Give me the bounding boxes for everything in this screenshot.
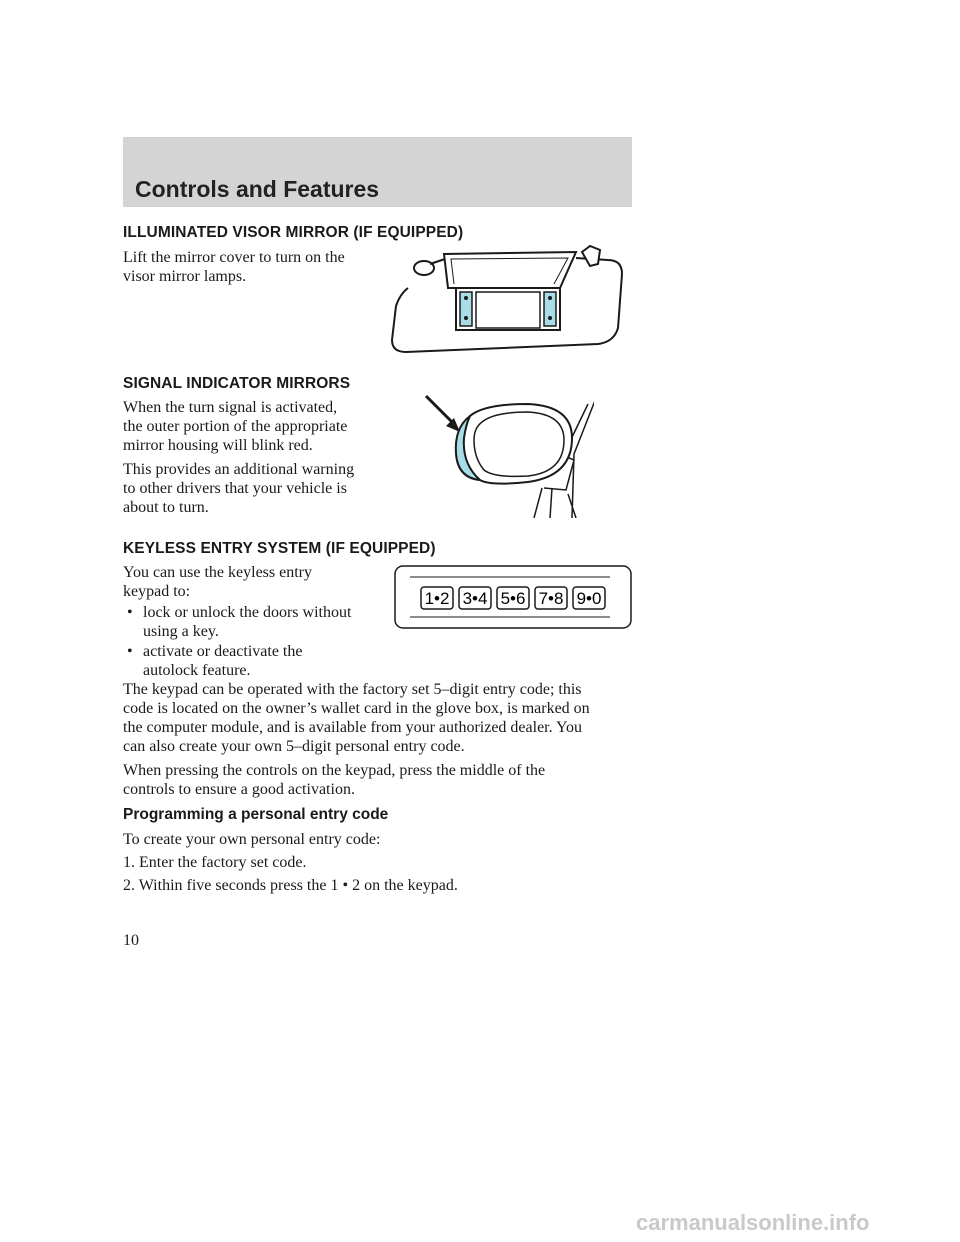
bullet-dot: • xyxy=(127,643,133,660)
footer-watermark: carmanualsonline.info xyxy=(636,1210,870,1235)
keyless-para1-line2: code is located on the owner’s wallet card in the glove box, is marked on xyxy=(123,700,590,717)
signal-mirrors-p1-line1: When the turn signal is activated, xyxy=(123,399,338,416)
signal-mirrors-p1-line3: mirror housing will blink red. xyxy=(123,437,313,454)
keypad-illustration xyxy=(394,565,632,631)
signal-mirrors-p2-line2: to other drivers that your vehicle is xyxy=(123,480,347,497)
page-number: 10 xyxy=(123,932,139,949)
keyless-intro-line1: You can use the keyless entry xyxy=(123,564,313,581)
svg-text:1•2: 1•2 xyxy=(424,589,450,608)
programming-step-1: 1. Enter the factory set code. xyxy=(123,854,307,871)
keyless-para1-line3: the computer module, and is available from your authorized dealer. You xyxy=(123,719,582,736)
signal-mirrors-p2-line1: This provides an additional warning xyxy=(123,461,355,478)
svg-text:7•8: 7•8 xyxy=(538,589,564,608)
svg-text:5•6: 5•6 xyxy=(500,589,526,608)
svg-text:3•4: 3•4 xyxy=(462,589,488,608)
section-title: Controls and Features xyxy=(135,176,380,202)
keyless-intro-line2: keypad to: xyxy=(123,583,191,600)
programming-heading: Programming a personal entry code xyxy=(123,806,389,823)
keypad-button-1-2 xyxy=(421,587,453,609)
visor-mirror-heading: ILLUMINATED VISOR MIRROR (IF EQUIPPED) xyxy=(123,224,464,241)
keypad-button-9-0 xyxy=(573,587,605,609)
keypad-button-3-4 xyxy=(459,587,491,609)
visor-mirror-illustration xyxy=(390,244,630,356)
signal-mirror-illustration xyxy=(424,394,594,518)
signal-mirrors-heading: SIGNAL INDICATOR MIRRORS xyxy=(123,375,351,392)
signal-mirrors-p1-line2: the outer portion of the appropriate xyxy=(123,418,348,435)
visor-mirror-text-line2: visor mirror lamps. xyxy=(123,268,247,285)
svg-text:9•0: 9•0 xyxy=(576,589,602,608)
keyless-para2-line2: controls to ensure a good activation. xyxy=(123,781,355,798)
keyless-para1-line1: The keypad can be operated with the factory set 5–digit entry code; this xyxy=(123,681,582,698)
keyless-entry-heading: KEYLESS ENTRY SYSTEM (IF EQUIPPED) xyxy=(123,540,436,557)
keyless-para2-line1: When pressing the controls on the keypad, press the middle of the xyxy=(123,762,546,779)
bullet-text-line1: lock or unlock the doors without xyxy=(143,604,352,621)
programming-step-2: 2. Within five seconds press the 1 • 2 on the keypad. xyxy=(123,877,458,894)
keypad-button-5-6 xyxy=(497,587,529,609)
bullet-text-line2: using a key. xyxy=(143,623,219,640)
bullet-dot: • xyxy=(127,604,133,621)
keyless-para1-line4: can also create your own 5–digit personal entry code. xyxy=(123,738,465,755)
keypad-button-7-8 xyxy=(535,587,567,609)
visor-mirror-text-line1: Lift the mirror cover to turn on the xyxy=(123,249,345,266)
bullet-text-line1: activate or deactivate the xyxy=(143,643,303,660)
programming-intro: To create your own personal entry code: xyxy=(123,831,381,848)
bullet-text-line2: autolock feature. xyxy=(143,662,251,679)
signal-mirrors-p2-line3: about to turn. xyxy=(123,499,209,516)
